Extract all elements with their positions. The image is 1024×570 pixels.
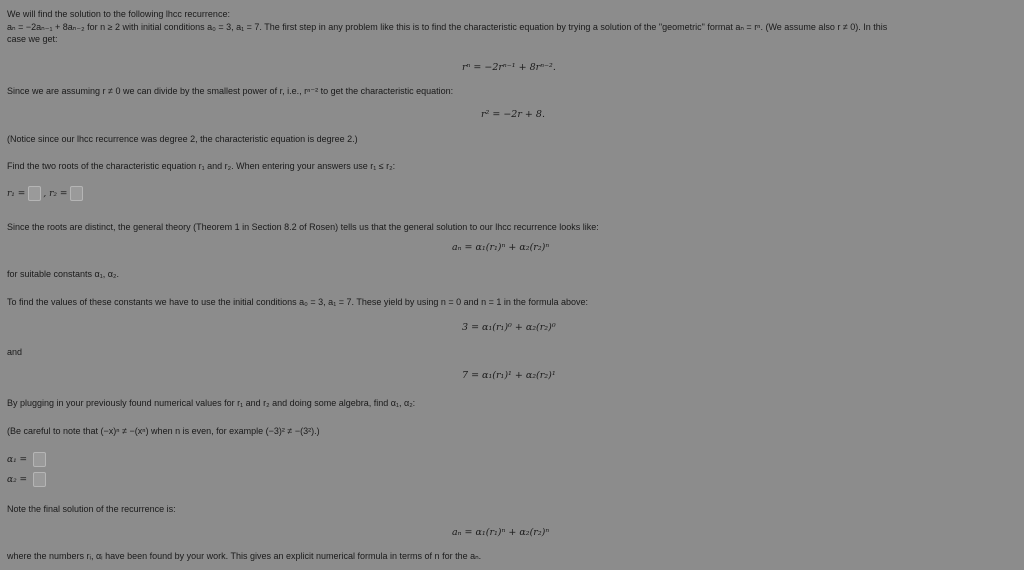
divide-text: Since we are assuming r ≠ 0 we can divide by the smallest power of r, i.e., rⁿ⁻² to get the characteristic equation: bbox=[7, 86, 454, 96]
equation-recurrence: rⁿ = −2rⁿ⁻¹ + 8rⁿ⁻². bbox=[462, 62, 556, 73]
roots-instructions: Find the two roots of the characteristic equation r₁ and r₂. When entering your answers use r₁ ≤ r₂: bbox=[7, 161, 396, 171]
equation-general-solution: aₙ = α₁(r₁)ⁿ + α₂(r₂)ⁿ bbox=[452, 242, 550, 253]
r1-input[interactable] bbox=[28, 186, 41, 201]
r2-label: , r₂ = bbox=[43, 188, 68, 199]
distinct-roots-text: Since the roots are distinct, the general theory (Theorem 1 in Section 8.2 of Rosen) tells us that the general solution to our lhcc recurrence looks like: bbox=[7, 222, 599, 232]
alpha2-label: α₂ = bbox=[7, 474, 28, 485]
r2-input[interactable] bbox=[70, 186, 83, 201]
where-text: where the numbers rᵢ, αᵢ have been found by your work. This gives an explicit numerical formula in terms of n for the aₙ. bbox=[7, 551, 482, 561]
notice-text: (Notice since our lhcc recurrence was degree 2, the characteristic equation is degree 2.) bbox=[7, 134, 358, 144]
careful-note: (Be careful to note that (−x)ⁿ ≠ −(xⁿ) when n is even, for example (−3)² ≠ −(3²).) bbox=[7, 426, 320, 436]
equation-final-solution: aₙ = α₁(r₁)ⁿ + α₂(r₂)ⁿ bbox=[452, 527, 550, 538]
intro-line-2: aₙ = −2aₙ₋₁ + 8aₙ₋₂ for n ≥ 2 with initial conditions a₀ = 3, a₁ = 7. The first step in any problem like this is to find the characteristic equation by trying a solution of the "geometric" format aₙ = rⁿ. (We assume also r ≠ 0). In this bbox=[7, 22, 888, 32]
alpha2-input[interactable] bbox=[33, 472, 46, 487]
r1-label: r₁ = bbox=[7, 188, 26, 199]
plugging-text: By plugging in your previously found numerical values for r₁ and r₂ and doing some algebra, find α₁, α₂: bbox=[7, 398, 416, 408]
alpha1-label: α₁ = bbox=[7, 454, 28, 465]
alpha2-answer-row bbox=[7, 472, 46, 487]
equation-n-zero: 3 = α₁(r₁)⁰ + α₂(r₂)⁰ bbox=[462, 322, 556, 333]
equation-characteristic: r² = −2r + 8. bbox=[481, 109, 545, 120]
intro-line-1: We will find the solution to the following lhcc recurrence: bbox=[7, 9, 230, 19]
and-text: and bbox=[7, 347, 23, 357]
initial-conditions-text: To find the values of these constants we have to use the initial conditions a₀ = 3, a₁ = 7. These yield by using n = 0 and n = 1 in the formula above: bbox=[7, 297, 588, 307]
constants-text: for suitable constants α₁, α₂. bbox=[7, 269, 119, 279]
roots-answer-row bbox=[7, 186, 83, 201]
final-solution-text: Note the final solution of the recurrence is: bbox=[7, 504, 176, 514]
alpha1-input[interactable] bbox=[33, 452, 46, 467]
intro-line-3: case we get: bbox=[7, 34, 58, 44]
alpha1-answer-row bbox=[7, 452, 46, 467]
equation-n-one: 7 = α₁(r₁)¹ + α₂(r₂)¹ bbox=[462, 370, 556, 381]
